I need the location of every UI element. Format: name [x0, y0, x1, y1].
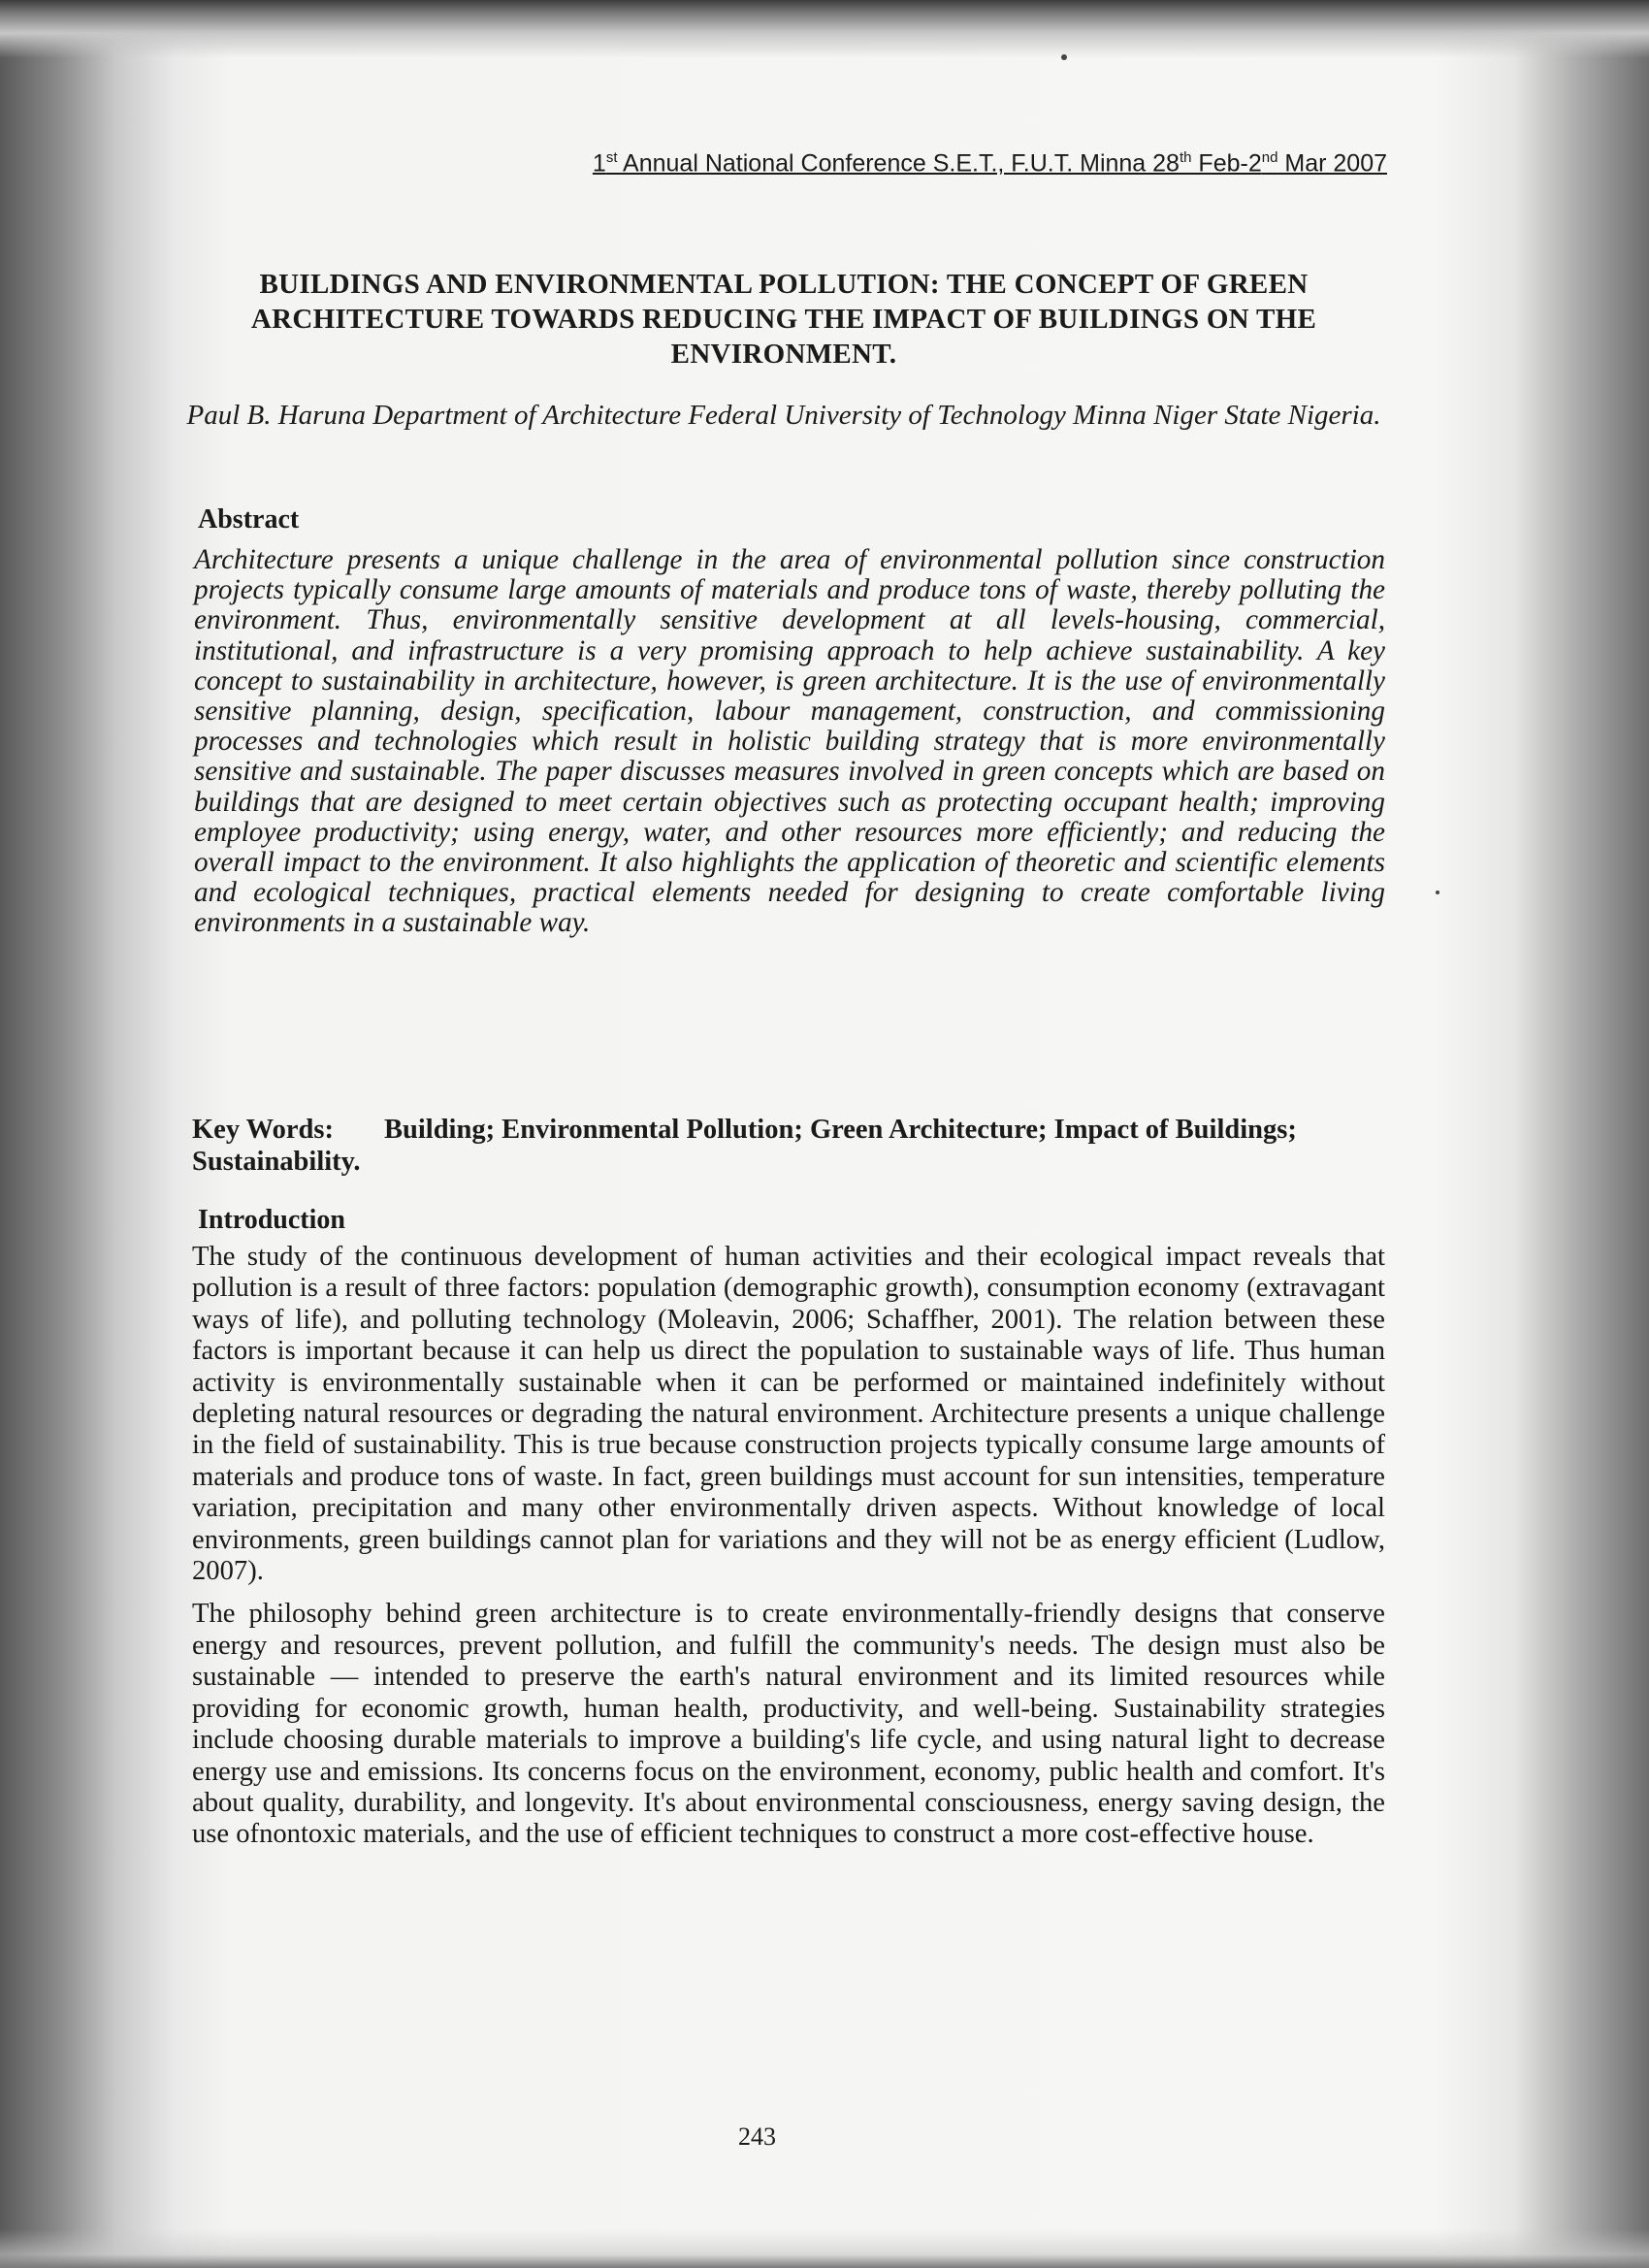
keywords-label: Key Words: — [192, 1115, 334, 1145]
scan-shadow-top — [0, 0, 1649, 58]
running-head-part: Mar 2007 — [1277, 149, 1387, 178]
keywords-text: Building; Environmental Pollution; Green Architecture; Impact of Buildings; Sustainability. — [192, 1115, 1297, 1177]
introduction-heading: Introduction — [198, 1205, 345, 1235]
running-head-part: 1 — [592, 149, 606, 178]
running-head-part: Feb-2 — [1191, 149, 1262, 178]
running-head-sup: nd — [1261, 149, 1278, 166]
abstract-body: Architecture presents a unique challenge in the area of environmental pollution since construction projects typically consume large amounts of materials and produce tons of waste, thereby polluting the environment. Thus, environmentally sensitive development at all levels-housing, commercial, institutional, and infrastructure is a very promising approach to help achieve sustainability. A key concept to sustainability in architecture, however, is green architecture. It is the use of environmentally sensitive planning, design, specification, labour management, construction, and commissioning processes and technologies which result in holistic building strategy that is more environmentally sensitive and sustainable. The paper discusses measures involved in green concepts which are based on buildings that are designed to meet certain objectives such as protecting occupant health; improving employee productivity; using energy, water, and other resources more efficiently; and reducing the overall impact to the environment. It also highlights the application of theoretic and scientific elements and ecological techniques, practical elements needed for designing to create comfortable living environments in a sustainable way. — [194, 544, 1385, 939]
running-head — [489, 149, 1387, 178]
author-affiliation: Paul B. Haruna Department of Architecture Federal University of Technology Minna Niger State Nigeria. — [186, 400, 1381, 431]
running-head-sup: th — [1179, 149, 1192, 166]
scan-speck — [1061, 54, 1067, 60]
introduction-body — [192, 1242, 1385, 1863]
keywords — [192, 1114, 1385, 1178]
page-number: 243 — [738, 2122, 776, 2151]
scan-shadow-bottom — [0, 2229, 1649, 2268]
paper-title: BUILDINGS AND ENVIRONMENTAL POLLUTION: THE CONCEPT OF GREEN ARCHITECTURE TOWARDS REDUCING THE IMPACT OF BUILDINGS ON THE ENVIRONMENT. — [250, 269, 1317, 370]
abstract-heading: Abstract — [198, 504, 300, 535]
running-head-part: Annual National Conference S.E.T., F.U.T. Minna 28 — [617, 149, 1180, 178]
document-page — [180, 136, 1387, 2221]
paragraph: The philosophy behind green architecture is to create environmentally-friendly designs that conserve energy and resources, prevent pollution, and fulfill the community's needs. The design must also be sustainable — intended to preserve the earth's natural environment and its limited resources while providing for economic growth, human health, productivity, and well-being. Sustainability strategies include choosing durable materials to improve a building's life cycle, and using natural light to decrease energy use and emissions. Its concerns focus on the environment, economy, public health and comfort. It's about quality, durability, and longevity. It's about environmental consciousness, energy saving design, the use ofnontoxic materials, and the use of efficient techniques to construct a more cost-effective house. — [192, 1599, 1385, 1850]
scan-speck — [1436, 891, 1439, 894]
paragraph: The study of the continuous development of human activities and their ecological impact reveals that pollution is a result of three factors: population (demographic growth), consumption economy (extravagant ways of life), and polluting technology (Moleavin, 2006; Schaffher, 2001). The relation between these factors is important because it can help us direct the population to sustainable ways of life. Thus human activity is environmentally sustainable when it can be performed or maintained indefinitely without depleting natural resources or degrading the natural environment. Architecture presents a unique challenge in the field of sustainability. This is true because construction projects typically consume large amounts of materials and produce tons of waste. In fact, green buildings must account for sun intensities, temperature variation, precipitation and many other environmentally driven aspects. Without knowledge of local environments, green buildings cannot plan for variations and they will not be as energy efficient (Ludlow, 2007). — [192, 1242, 1385, 1587]
running-head-sup: st — [605, 149, 618, 166]
